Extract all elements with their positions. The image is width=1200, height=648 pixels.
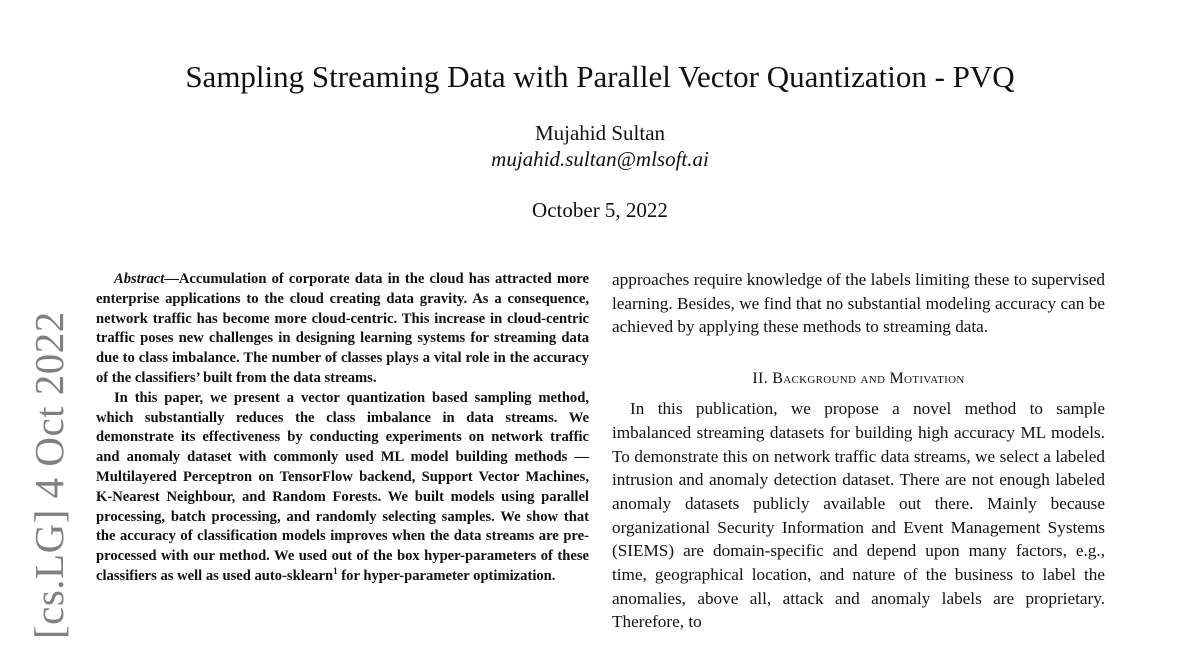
abstract-text-1: Accumulation of corporate data in the cloud has attracted more enterprise applications to the cloud creating data gravity. As a consequence, network traffic has become more cloud-centric. This increase in cloud-centric traffic poses new challenges in designing learning systems for streaming data due to class imbalance. The number of classes plays a vital role in the accuracy of the classifiers’ built from the data streams. (96, 271, 589, 386)
paper-title: Sampling Streaming Data with Parallel Vector Quantization - PVQ (185, 59, 1015, 94)
abstract-text-2-end: for hyper-parameter optimization. (337, 567, 556, 584)
abstract-text-2: In this paper, we present a vector quantization based sampling method, which substantially reduces the class imbalance in data streams. We demonstrate its effectiveness by conducting experiments on network traffic and anomaly dataset with commonly used ML model building methods — Multilayered Perceptron on TensorFlow backend, Support Vector Machines, K-Nearest Neighbour, and Random Forests. We built models using parallel processing, batch processing, and randomly selecting samples. We show that the accuracy of classification models improves when the data streams are pre-processed with our method. We used out of the box hyper-parameters of these classifiers as well as used auto-sklearn (96, 389, 589, 584)
arxiv-stamp: [cs.LG] 4 Oct 2022 (26, 311, 72, 639)
abstract-paragraph-1 (96, 270, 589, 389)
abstract-paragraph-2 (96, 389, 589, 587)
footnote-mark: 1 (333, 566, 338, 577)
body-column (612, 268, 1105, 634)
abstract-column (96, 270, 589, 587)
section-heading (612, 369, 1105, 389)
intro-continuation: approaches require knowledge of the labels limiting these to supervised learning. Besides, we find that no substantial modeling accuracy can be achieved by applying these methods to streaming data. (612, 270, 1105, 337)
section-number: II. (752, 370, 768, 388)
abstract-label: Abstract (114, 271, 165, 287)
abstract-dash: — (164, 271, 179, 287)
body-paragraph: In this publication, we propose a novel method to sample imbalanced streaming datasets for building high accuracy ML models. To demonstrate this on network traffic data streams, we select a labeled intrusion and anomaly detection dataset. There are not enough labeled anomaly datasets publicly available out there. Mainly because organizational Security Information and Event Management Systems (SIEMS) are domain-specific and depend upon many factors, e.g., time, geographical location, and nature of the business to label the anomalies, above all, attack and anomaly labels are proprietary. Therefore, to (612, 399, 1105, 632)
author-name: Mujahid Sultan (534, 121, 666, 145)
author-email: mujahid.sultan@mlsoft.ai (491, 147, 709, 171)
paper-date: October 5, 2022 (532, 198, 668, 222)
section-title: Background and Motivation (772, 370, 965, 388)
